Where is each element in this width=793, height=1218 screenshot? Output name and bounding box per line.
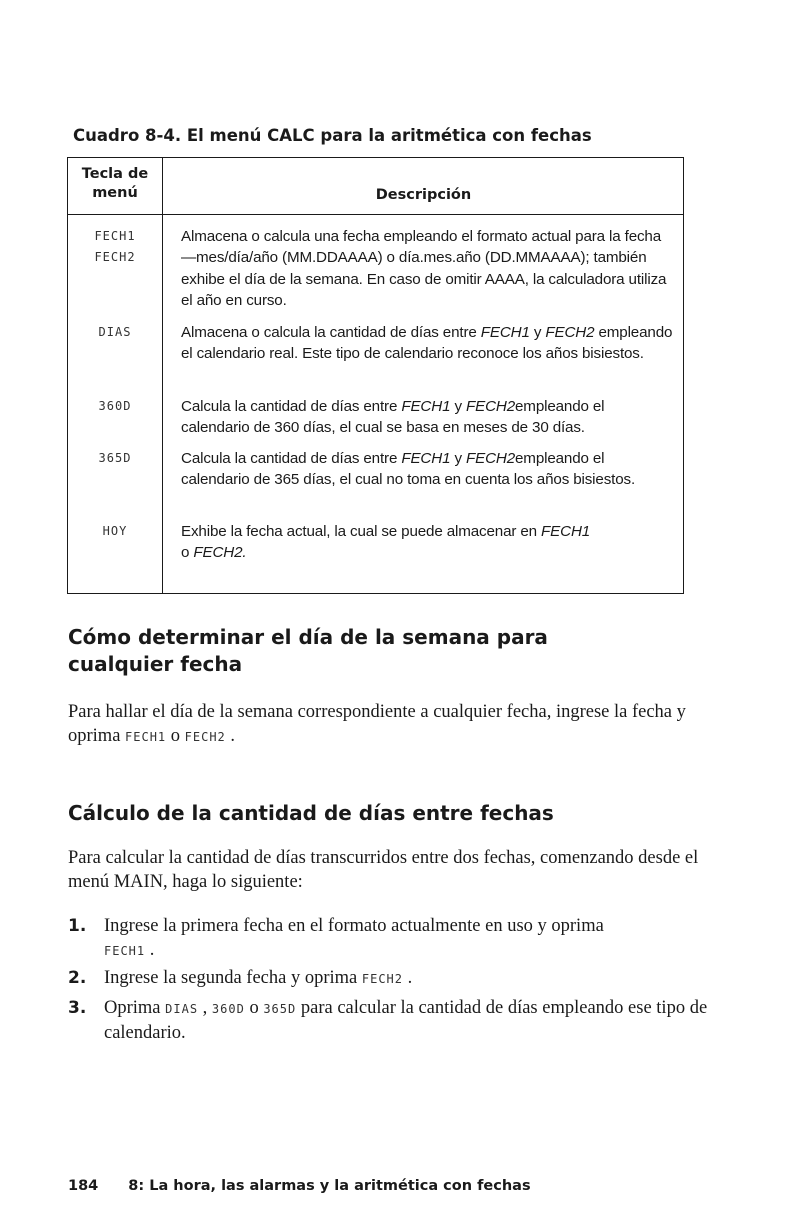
key-fech2: FECH2 — [184, 730, 226, 744]
chapter-title: 8: La hora, las alarmas y la aritmética con fechas — [128, 1178, 531, 1194]
page-number: 184 — [68, 1178, 99, 1194]
step-number: 1. — [68, 916, 87, 936]
header-menu-key — [68, 165, 162, 203]
step-number: 2. — [68, 968, 87, 988]
menu-key-360d: 360D — [98, 399, 132, 413]
menu-key-fech1: FECH1 — [94, 229, 136, 243]
page-footer — [68, 1178, 531, 1194]
header-description: Descripción — [375, 187, 472, 203]
step-text: Ingrese la primera fecha en el formato actualmente en uso y oprima FECH1 . — [104, 916, 604, 960]
row-description: Calcula la cantidad de días entre FECH1 y FECH2empleando el calendario de 365 días, el cual no toma en cuenta los años bisiestos. — [181, 450, 636, 489]
menu-key-fech2: FECH2 — [94, 250, 136, 264]
key-360d: 360D — [211, 1002, 245, 1016]
key-fech1: FECH1 — [125, 730, 167, 744]
row-description: Almacena o calcula la cantidad de días entre FECH1 y FECH2 empleando el calendario real. Este tipo de calendario reconoce los años bisiestos. — [181, 324, 673, 363]
menu-table — [67, 157, 684, 594]
row-description: Exhibe la fecha actual, la cual se puede almacenar en FECH1 o FECH2. — [181, 523, 591, 562]
row-description: Calcula la cantidad de días entre FECH1 y FECH2empleando el calendario de 360 días, el cual se basa en meses de 30 días. — [181, 398, 605, 437]
table-caption: Cuadro 8-4. El menú CALC para la aritmética con fechas — [73, 126, 592, 145]
menu-key-hoy: HOY — [102, 524, 128, 538]
header-rule — [68, 214, 683, 215]
key-365d: 365D — [263, 1002, 297, 1016]
header-key-line1: Tecla de — [81, 166, 149, 182]
column-divider — [162, 158, 163, 593]
days-between-paragraph: Para calcular la cantidad de días transcurridos entre dos fechas, comenzando desde el menú MAIN, haga lo siguiente: — [68, 848, 699, 892]
key-fech1: FECH1 — [104, 944, 146, 958]
step-text: Oprima DIAS , 360D o 365D para calcular la cantidad de días empleando ese tipo de calendario. — [104, 998, 708, 1043]
menu-key-cell — [68, 226, 162, 268]
key-fech2: FECH2 — [361, 972, 403, 986]
key-dias: DIAS — [165, 1002, 199, 1016]
menu-key-365d: 365D — [98, 451, 132, 465]
step-number: 3. — [68, 998, 87, 1018]
menu-key-dias: DIAS — [98, 325, 132, 339]
section-heading-days-between: Cálculo de la cantidad de días entre fechas — [68, 801, 554, 825]
day-of-week-paragraph: Para hallar el día de la semana correspondiente a cualquier fecha, ingrese la fecha y oprima FECH1 o FECH2 . — [68, 702, 686, 746]
step-text: Ingrese la segunda fecha y oprima FECH2 . — [104, 968, 413, 988]
row-description: Almacena o calcula una fecha empleando el formato actual para la fecha—mes/día/año (MM.DDAAAA) o día.mes.año (DD.MMAAAA); también exhibe el día de la semana. En caso de omitir AAAA, la calculadora utiliza el año en curso. — [181, 228, 667, 309]
header-key-line2: menú — [92, 185, 138, 201]
section-heading-day-of-week: Cómo determinar el día de la semana para cualquier fecha — [68, 625, 548, 676]
